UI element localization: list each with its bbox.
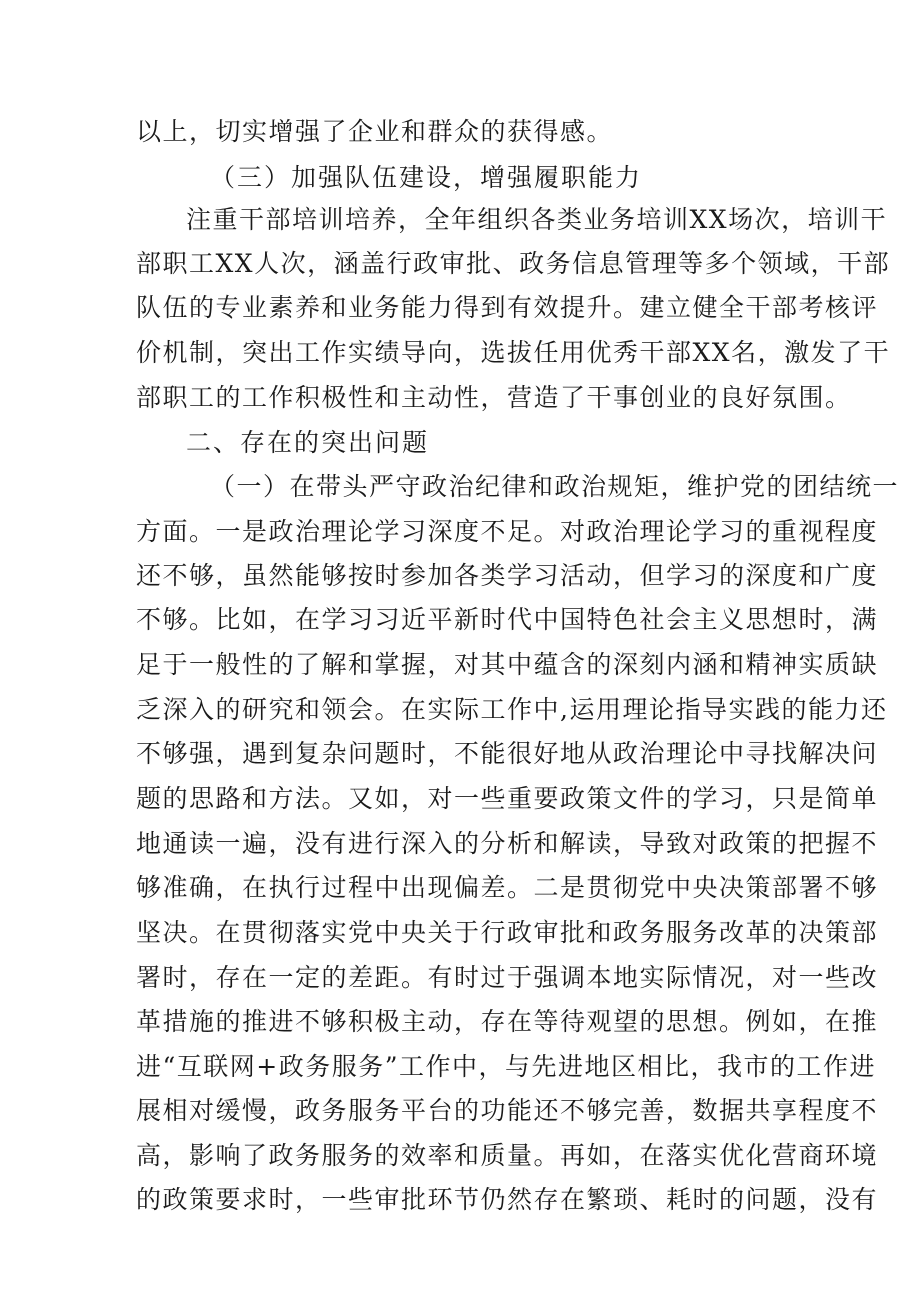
paragraph-line: 还不够，虽然能够按时参加各类学习活动，但学习的深度和广度 [136,561,879,590]
paragraph-line: 展相对缓慢，政务服务平台的功能还不够完善，数据共享程度不 [136,1096,879,1125]
paragraph-line: 不够强，遇到复杂问题时，不能很好地从政治理论中寻找解决问 [136,739,879,768]
subsection-heading: （一）在带头严守政治纪律和政治规矩，维护党的团结统一 [210,472,900,501]
paragraph-line: 队伍的专业素养和业务能力得到有效提升。建立健全干部考核评 [136,293,879,322]
paragraph-line: 高，影响了政务服务的效率和质量。再如，在落实优化营商环境 [136,1141,879,1170]
paragraph-line: 部职工的工作积极性和主动性，营造了干事创业的良好氛围。 [136,383,852,412]
paragraph-line: 革措施的推进不够积极主动，存在等待观望的思想。例如，在推 [136,1007,879,1036]
section-heading: （三）加强队伍建设，增强履职能力 [210,163,643,192]
paragraph-line: 进“互联网+政务服务”工作中，与先进地区相比，我市的工作进 [136,1052,877,1081]
section-heading: 二、存在的突出问题 [186,428,430,457]
paragraph-line: 署时，存在一定的差距。有时过于强调本地实际情况，对一些改 [136,963,879,992]
paragraph-line: 方面。一是政治理论学习深度不足。对政治理论学习的重视程度 [136,517,879,546]
paragraph-line: 以上，切实增强了企业和群众的获得感。 [136,117,614,146]
paragraph-line: 够准确，在执行过程中出现偏差。二是贯彻党中央决策部署不够 [136,873,879,902]
paragraph-line: 题的思路和方法。又如，对一些重要政策文件的学习，只是简单 [136,784,879,813]
paragraph-line: 价机制，突出工作实绩导向，选拔任用优秀干部XX名，激发了干 [136,338,891,367]
paragraph-line: 坚决。在贯彻落实党中央关于行政审批和政务服务改革的决策部 [136,918,879,947]
paragraph-line: 足于一般性的了解和掌握，对其中蕴含的深刻内涵和精神实质缺 [136,650,879,679]
paragraph-line: 部职工XX人次，涵盖行政审批、政务信息管理等多个领域，干部 [136,249,891,278]
paragraph-line: 注重干部培训培养，全年组织各类业务培训XX场次，培训干 [186,205,888,234]
paragraph-line: 地通读一遍，没有进行深入的分析和解读，导致对政策的把握不 [136,829,879,858]
paragraph-line: 不够。比如，在学习习近平新时代中国特色社会主义思想时，满 [136,605,879,634]
paragraph-line: 乏深入的研究和领会。在实际工作中,运用理论指导实践的能力还 [136,695,888,724]
paragraph-line: 的政策要求时，一些审批环节仍然存在繁琐、耗时的问题，没有 [136,1185,879,1214]
